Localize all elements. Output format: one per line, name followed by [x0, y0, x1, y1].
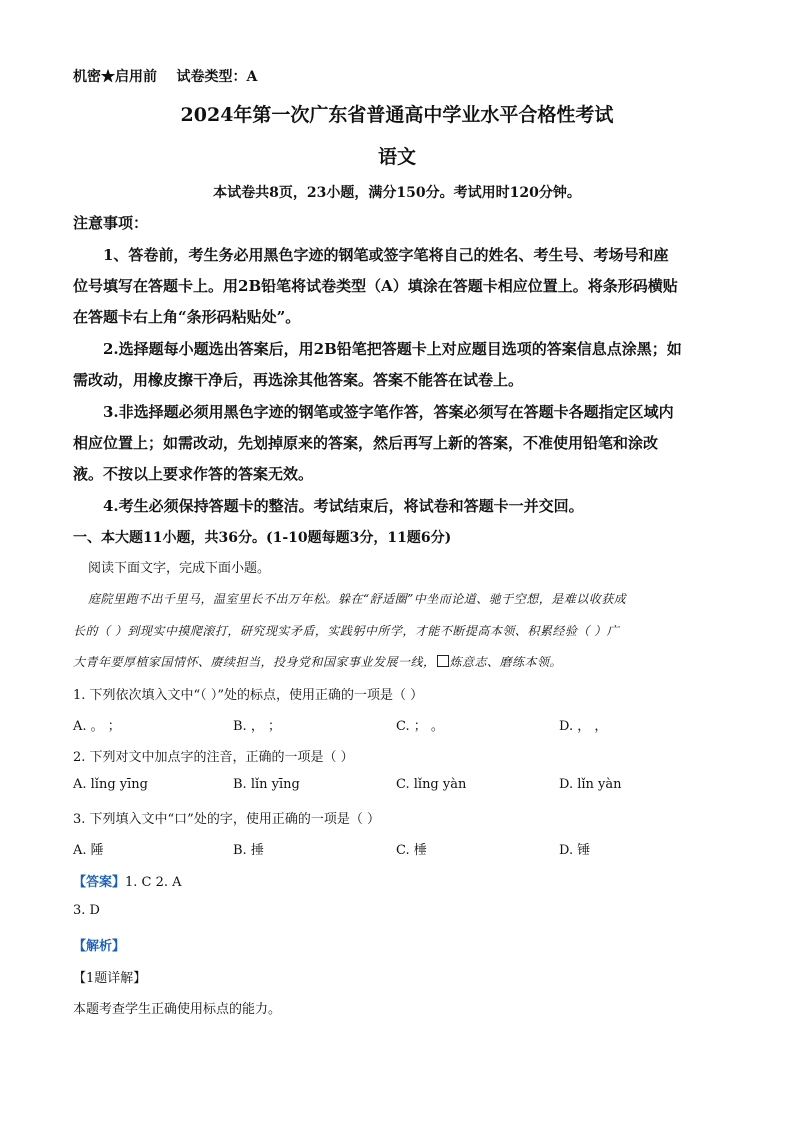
q2-option-a: A. lǐng yīng — [73, 777, 148, 792]
q3-option-d: D. 锤 — [559, 843, 591, 858]
passage-line-2: 长的（ ）到现实中摸爬滚打，研究现实矛盾，实践躬中所学，才能不断提高本领、积累经验（ ）广 — [73, 624, 620, 638]
q2-option-b: B. lǐn yīng — [233, 777, 300, 792]
answer-tag: 【答案】 — [73, 875, 126, 890]
q1-option-c: C. ； 。 — [396, 719, 444, 734]
note-2-line-1: 2.选择题每小题选出答案后，用2B铅笔把答题卡上对应题目选项的答案信息点涂黑；如 — [103, 340, 682, 358]
q1-stem: 1. 下列依次填入文中“（ ）”处的标点，使用正确的一项是（ ） — [73, 688, 424, 703]
note-3-line-2: 相应位置上；如需改动，先划掉原来的答案，然后再写上新的答案，不准使用铅笔和涂改 — [73, 434, 659, 452]
q1-option-b: B. ， ； — [233, 719, 281, 734]
answer-line-2: 3. D — [73, 903, 100, 918]
note-1-line-2: 位号填写在答题卡上。用2B铅笔将试卷类型（A）填涂在答题卡相应位置上。将条形码横贴 — [73, 277, 678, 295]
detail-1-heading: 【1题详解】 — [73, 971, 147, 986]
section-1-heading: 一、本大题11小题，共36分。(1-10题每题3分，11题6分) — [73, 530, 452, 546]
note-1-line-3: 在答题卡右上角“条形码粘贴处”。 — [73, 308, 301, 326]
q2-option-c: C. lǐng yàn — [396, 777, 467, 792]
subject-title: 语文 — [377, 146, 416, 168]
q1-option-a: A. 。 ； — [73, 719, 121, 734]
detail-1-text: 本题考查学生正确使用标点的能力。 — [73, 1002, 282, 1017]
passage-line-3-end: 炼意志、磨练本领。 — [449, 655, 563, 669]
analysis-tag: 【解析】 — [73, 939, 126, 954]
q3-option-b: B. 捶 — [233, 843, 264, 858]
header-line — [73, 66, 257, 86]
note-3-line-3: 液。不按以上要求作答的答案无效。 — [73, 465, 314, 483]
q2-option-d: D. lǐn yàn — [559, 777, 622, 792]
secret-label: 机密★启用前 — [73, 69, 157, 85]
q3-option-a: A. 陲 — [73, 843, 104, 858]
blank-box — [437, 655, 449, 667]
reading-instruction: 阅读下面文字，完成下面小题。 — [88, 561, 271, 576]
q3-option-c: C. 棰 — [396, 843, 427, 858]
note-1-line-1: 1、答卷前，考生务必用黑色字迹的钢笔或签字笔将自己的姓名、考生号、考场号和座 — [103, 246, 669, 264]
q2-stem: 2. 下列对文中加点字的注音，正确的一项是（ ） — [73, 750, 354, 765]
exam-title: 2024年第一次广东省普通高中学业水平合格性考试 — [180, 104, 614, 126]
note-2-line-2: 需改动，用橡皮擦干净后，再选涂其他答案。答案不能答在试卷上。 — [73, 371, 524, 389]
passage-line-1: 庭院里跑不出千里马，温室里长不出万年松。躲在“舒适圈”中坐而论道、驰于空想，是难以收获成 — [88, 592, 627, 606]
passage-line-3 — [73, 653, 562, 670]
passage-line-3-start: 大青年要厚植家国情怀、赓续担当，投身党和国家事业发展一线， — [73, 655, 436, 669]
note-4-line-1: 4.考生必须保持答题卡的整洁。考试结束后，将试卷和答题卡一并交回。 — [103, 497, 584, 515]
q1-option-d: D. ， ， — [559, 719, 608, 734]
answer-line-1 — [73, 871, 182, 890]
notes-heading: 注意事项： — [73, 214, 149, 232]
paper-type-label: 试卷类型：A — [176, 69, 258, 85]
exam-info: 本试卷共8页，23小题，满分150分。考试用时120分钟。 — [213, 185, 581, 201]
note-3-line-1: 3.非选择题必须用黑色字迹的钢笔或签字笔作答，答案必须写在答题卡各题指定区域内 — [103, 403, 674, 421]
q3-stem: 3. 下列填入文中“口”处的字，使用正确的一项是（ ） — [73, 812, 380, 827]
answer-values-1: 1. C 2. A — [125, 875, 182, 890]
